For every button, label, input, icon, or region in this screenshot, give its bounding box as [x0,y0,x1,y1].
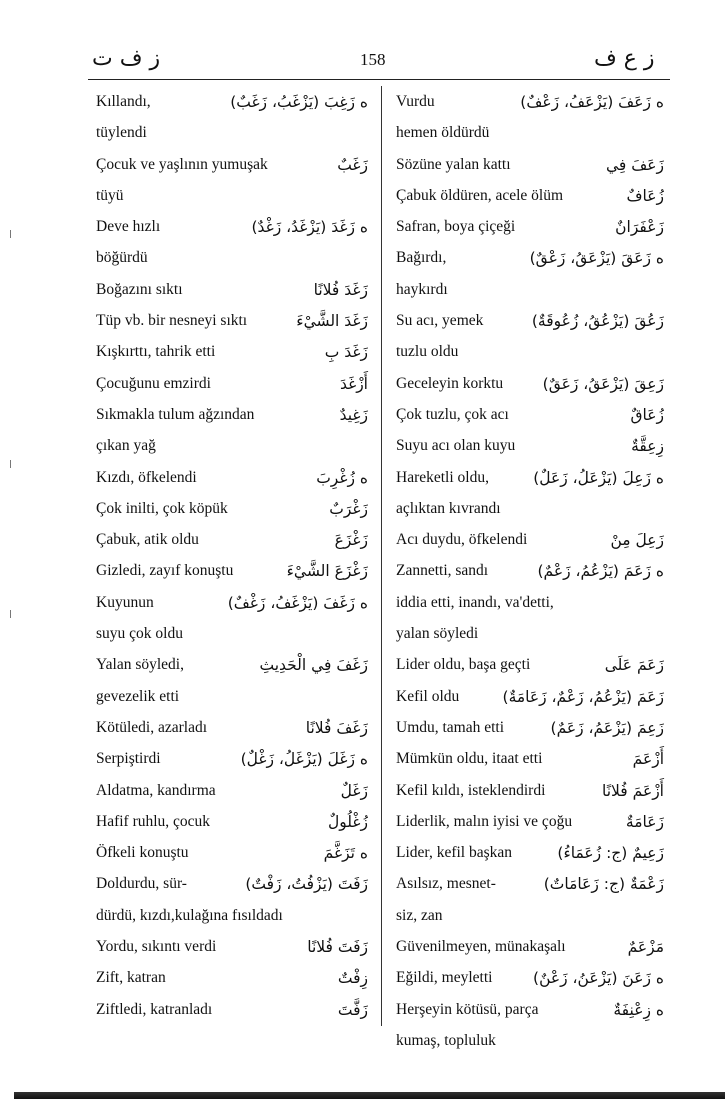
right-entry-line [396,714,664,745]
arabic-headword: أَزْعَمَ فُلانًا [602,781,664,800]
right-entry-line [396,1027,664,1058]
turkish-meaning: Safran, boya çiçeği [396,218,516,236]
turkish-meaning: Çabuk, atik oldu [96,531,199,549]
arabic-headword: ە زَعَنَ (يَزْعَنُ، زَعْنٌ) [533,969,664,988]
right-entry-line [396,464,664,495]
turkish-meaning: Bağırdı, [396,249,447,267]
turkish-meaning: Eğildi, meyletti [396,969,493,987]
arabic-headword: زَغِيدٌ [339,405,368,424]
turkish-meaning: Yalan söyledi, [96,656,184,674]
right-entry-line [396,902,664,933]
turkish-meaning: Güvenilmeyen, münakaşalı [396,938,566,956]
left-entry-line [96,557,368,588]
turkish-meaning: Sıkmakla tulum ağzından [96,405,255,423]
turkish-meaning: Tüp vb. bir nesneyi sıktı [96,312,248,330]
arabic-headword: زُعَافٌ [626,186,664,205]
left-entry-line [96,432,368,463]
arabic-headword: زَعِقَ (يَزْعَقُ، زَعَقٌ) [542,374,664,393]
left-entry-line [96,151,368,182]
left-entry-line [96,964,368,995]
arabic-headword: ە زَغَفَ (يَزْغَفُ، زَغْفٌ) [227,593,368,612]
arabic-headword: زَعَمَ عَلَى [604,656,664,675]
column-divider [381,86,382,1026]
page-number: 158 [360,50,386,69]
left-entry-line [96,307,368,338]
left-entry-line [96,651,368,682]
left-entry-line [96,276,368,307]
arabic-headword: ە زُغْرِبَ [316,468,368,487]
turkish-meaning: suyu çok oldu [96,625,183,643]
arabic-headword: زَعَمَ (يَزْعُمُ، زَعْمٌ، زَعَامَةٌ) [502,687,664,706]
left-entry-line [96,933,368,964]
left-entry-line [96,401,368,432]
arabic-headword: زَعِيمٌ (ج: زُعَمَاءُ) [557,844,664,863]
right-entry-line [396,651,664,682]
turkish-meaning: Vurdu [396,93,435,110]
right-entry-line [396,557,664,588]
right-entry-line [396,745,664,776]
arabic-headword: مَزْعَمٌ [627,938,664,957]
arabic-headword: زَغَدَ الشَّيْءَ [296,312,368,331]
arabic-headword: زَعِلَ مِنْ [610,531,664,550]
turkish-meaning: Kötüledi, azarladı [96,718,208,736]
left-entry-line [96,996,368,1027]
arabic-headword: زَغَدَ بِ [324,343,368,362]
left-entry-line [96,88,368,119]
turkish-meaning: Kefil kıldı, isteklendirdi [396,781,546,799]
turkish-meaning: Acı duydu, öfkelendi [396,531,528,549]
turkish-meaning: gevezelik etti [96,687,180,705]
turkish-meaning: Mümkün oldu, itaat etti [396,750,543,768]
left-entry-line [96,839,368,870]
right-entry-line [396,526,664,557]
turkish-meaning: yalan söyledi [396,625,479,643]
turkish-meaning: Geceleyin korktu [396,374,504,392]
arabic-headword: ە زَعَقَ (يَزْعَقُ، زَعْقٌ) [529,249,664,268]
left-entry-line [96,213,368,244]
arabic-headword: زَفَتَ (يَزْفُتُ، زَفْتٌ) [245,875,368,894]
arabic-headword: ە زَعَمَ (يَزْعُمُ، زَعْمٌ) [537,562,664,581]
turkish-meaning: Su acı, yemek [396,312,484,330]
right-entry-line [396,182,664,213]
right-entry-line [396,276,664,307]
left-column [96,88,368,1027]
left-entry-line [96,370,368,401]
turkish-meaning: Hafif ruhlu, çocuk [96,812,211,830]
arabic-headword: زَغَلٌ [340,781,368,800]
arabic-headword: زَغَدَ فُلانًا [313,280,368,299]
arabic-headword: ە زَغِبَ (يَزْغَبُ، زَغَبٌ) [230,93,368,111]
left-entry-line [96,870,368,901]
left-entry-line [96,464,368,495]
left-entry-line [96,902,368,933]
header-left-letters: ز ف ت [92,46,161,71]
left-entry-line [96,620,368,651]
right-entry-line [396,213,664,244]
turkish-meaning: Kışkırttı, tahrik etti [96,343,216,361]
turkish-meaning: Kuyunun [96,593,154,611]
right-entry-line [396,933,664,964]
right-entry-line [396,401,664,432]
right-entry-line [396,119,664,150]
turkish-meaning: Lider oldu, başa geçti [396,656,531,674]
left-entry-line [96,808,368,839]
turkish-meaning: tüylendi [96,124,147,142]
turkish-meaning: Liderlik, malın iyisi ve çoğu [396,812,573,830]
header-right-letters: ز ع ف [594,46,655,71]
turkish-meaning: Çocuk ve yaşlının yumuşak [96,155,268,173]
arabic-headword: زِعِقَّةٌ [631,437,664,456]
left-entry-line [96,714,368,745]
left-entry-line [96,526,368,557]
left-entry-line [96,683,368,714]
arabic-headword: زِفْتٌ [337,969,368,988]
left-entry-line [96,495,368,526]
turkish-meaning: Hareketli oldu, [396,468,489,486]
turkish-meaning: Yordu, sıkıntı verdi [96,938,217,956]
arabic-headword: زَغَبٌ [337,155,368,174]
turkish-meaning: Herşeyin kötüsü, parça [396,1000,539,1018]
arabic-headword: زَفَّتَ [337,1000,368,1019]
turkish-meaning: çıkan yağ [96,437,156,455]
arabic-headword: زُعَاقٌ [630,405,664,424]
turkish-meaning: dürdü, kızdı,kulağına fısıldadı [96,906,283,924]
right-entry-line [396,88,664,119]
right-entry-line [396,683,664,714]
turkish-meaning: haykırdı [396,280,448,298]
right-entry-line [396,244,664,275]
arabic-headword: زُغْلُولٌ [328,812,368,831]
turkish-meaning: Zift, katran [96,969,166,987]
scan-bottom-bar [14,1092,725,1099]
arabic-headword: ە زَعِلَ (يَزْعَلُ، زَعَلٌ) [533,468,664,487]
arabic-headword: ە زَغَدَ (يَزْغَدُ، زَغْدٌ) [251,218,368,237]
right-entry-line [396,870,664,901]
right-entry-line [396,589,664,620]
turkish-meaning: Çok inilti, çok köpük [96,499,228,517]
turkish-meaning: Deve hızlı [96,218,161,236]
turkish-meaning: siz, zan [396,906,443,924]
turkish-meaning: Çok tuzlu, çok acı [396,405,509,423]
turkish-meaning: Çocuğunu emzirdi [96,374,211,392]
right-entry-line [396,996,664,1027]
left-entry-line [96,777,368,808]
turkish-meaning: Ziftledi, katranladı [96,1000,213,1018]
turkish-meaning: kumaş, topluluk [396,1031,496,1049]
scan-edge-mark [10,610,11,618]
right-entry-line [396,151,664,182]
turkish-meaning: açlıktan kıvrandı [396,499,501,517]
turkish-meaning: Serpiştirdi [96,750,161,768]
scan-edge-mark [10,230,11,238]
right-entry-line [396,338,664,369]
turkish-meaning: Çabuk öldüren, acele ölüm [396,186,564,204]
arabic-headword: أَزْغَدَ [339,374,368,393]
turkish-meaning: tuzlu oldu [396,343,459,361]
turkish-meaning: Lider, kefil başkan [396,844,513,862]
turkish-meaning: Umdu, tamah etti [396,718,505,736]
turkish-meaning: hemen öldürdü [396,124,490,142]
right-entry-line [396,839,664,870]
turkish-meaning: Boğazını sıktı [96,280,183,298]
turkish-meaning: Kıllandı, [96,93,151,110]
turkish-meaning: Gizledi, zayıf konuştu [96,562,234,580]
scan-edge-mark [10,460,11,468]
right-entry-line [396,370,664,401]
right-entry-line [396,307,664,338]
arabic-headword: زَغْرَبٌ [329,499,368,518]
right-entry-line [396,964,664,995]
turkish-meaning: Doldurdu, sür- [96,875,187,893]
arabic-headword: زَغْزَعَ [334,531,368,550]
arabic-headword: ە زِعْنِفَةٌ [613,1000,664,1019]
right-entry-line [396,808,664,839]
turkish-meaning: Aldatma, kandırma [96,781,216,799]
arabic-headword: ە تَزَغَّمَ [323,844,368,863]
left-entry-line [96,119,368,150]
left-entry-line [96,589,368,620]
turkish-meaning: Sözüne yalan kattı [396,155,511,173]
arabic-headword: زَعَفَ فِي [605,155,664,174]
arabic-headword: ە زَعَفَ (يَزْعَفُ، زَعْفٌ) [520,93,664,111]
left-entry-line [96,244,368,275]
turkish-meaning: iddia etti, inandı, va'detti, [396,593,554,611]
right-entry-line [396,495,664,526]
arabic-headword: زَعُقَ (يَزْعُقُ، زُعُوقَةٌ) [531,312,664,331]
arabic-headword: زَغَفَ فِي الْحَدِيثِ [259,656,368,675]
left-entry-line [96,182,368,213]
arabic-headword: زَفَتَ فُلانًا [307,938,368,957]
turkish-meaning: Zannetti, sandı [396,562,489,580]
turkish-meaning: tüyü [96,186,124,204]
turkish-meaning: böğürdü [96,249,148,267]
right-entry-line [396,620,664,651]
turkish-meaning: Suyu acı olan kuyu [396,437,516,455]
arabic-headword: زَغْزَعَ الشَّيْءَ [286,562,368,581]
arabic-headword: ە زَغَلَ (يَزْغَلُ، زَغْلٌ) [240,750,368,769]
arabic-headword: زَعْفَرَانٌ [615,218,664,237]
turkish-meaning: Kızdı, öfkelendi [96,468,197,486]
arabic-headword: زَعِمَ (يَزْعَمُ، زَعَمٌ) [550,718,664,737]
left-entry-line [96,745,368,776]
arabic-headword: زَعَامَةٌ [625,812,664,831]
turkish-meaning: Kefil oldu [396,687,460,705]
right-column [396,88,664,1058]
arabic-headword: زَعْمَةٌ (ج: زَعَامَاتٌ) [543,875,664,894]
header-rule [88,79,670,80]
turkish-meaning: Asılsız, mesnet- [396,875,496,893]
left-entry-line [96,338,368,369]
arabic-headword: أَزْعَمَ [632,750,664,769]
right-entry-line [396,777,664,808]
right-entry-line [396,432,664,463]
arabic-headword: زَغَفَ فُلانًا [305,718,368,737]
turkish-meaning: Öfkeli konuştu [96,844,189,862]
